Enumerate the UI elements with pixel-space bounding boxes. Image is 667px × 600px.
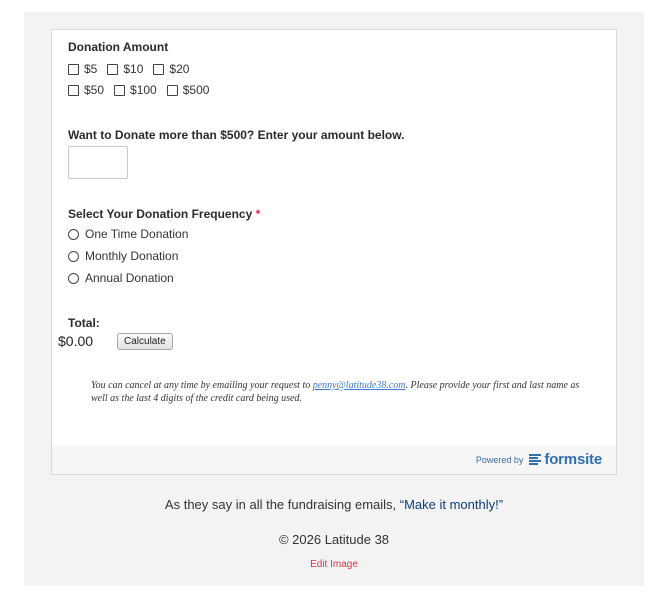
calculate-button[interactable]: Calculate — [117, 333, 173, 350]
radio-annual[interactable] — [68, 271, 174, 285]
radio-label: Monthly Donation — [85, 249, 179, 263]
donation-amount-row-2 — [68, 83, 219, 97]
radio-one-time[interactable] — [68, 227, 188, 241]
tagline-text: As they say in all the fundraising emails, — [164, 497, 400, 512]
powered-by-formsite[interactable] — [476, 451, 602, 468]
radio-circle[interactable] — [68, 229, 79, 240]
tagline — [24, 497, 644, 512]
checkbox-box[interactable] — [68, 64, 79, 75]
checkbox-label: $5 — [84, 62, 98, 76]
cancellation-note — [91, 379, 581, 405]
donation-form — [51, 29, 617, 475]
checkbox-box[interactable] — [167, 85, 178, 96]
checkbox-10[interactable] — [107, 62, 143, 76]
radio-monthly[interactable] — [68, 249, 178, 263]
frequency-label — [68, 207, 260, 221]
page-container — [24, 12, 644, 586]
checkbox-label: $100 — [130, 83, 157, 97]
checkbox-label: $50 — [84, 83, 105, 97]
frequency-label-text: Select Your Donation Frequency — [68, 207, 253, 221]
checkbox-box[interactable] — [107, 64, 118, 75]
email-link[interactable]: penny@latitude38.com — [312, 380, 406, 391]
copyright: © 2026 Latitude 38 — [278, 532, 390, 547]
checkbox-50[interactable] — [68, 83, 104, 97]
donation-amount-label: Donation Amount — [68, 40, 169, 54]
radio-circle[interactable] — [68, 273, 79, 284]
checkbox-box[interactable] — [153, 64, 164, 75]
total-label: Total: — [68, 316, 100, 330]
custom-amount-label: Want to Donate more than $500? Enter your amount below. — [68, 128, 405, 142]
edit-image-link[interactable]: Edit Image — [310, 559, 358, 570]
formsite-logo-icon — [529, 454, 541, 465]
note-text-before: You can cancel at any time by emailing your request to — [91, 380, 313, 391]
checkbox-20[interactable] — [153, 62, 189, 76]
radio-label: One Time Donation — [85, 227, 189, 241]
radio-circle[interactable] — [68, 251, 79, 262]
form-footer — [52, 445, 616, 474]
checkbox-label: $20 — [169, 62, 190, 76]
powered-by-text: Powered by — [475, 454, 524, 465]
checkbox-100[interactable] — [114, 83, 157, 97]
formsite-brand: formsite — [544, 451, 602, 468]
checkbox-5[interactable] — [68, 62, 97, 76]
checkbox-label: $10 — [123, 62, 144, 76]
checkbox-box[interactable] — [114, 85, 125, 96]
total-value: $0.00 — [58, 333, 94, 349]
custom-amount-input[interactable] — [68, 146, 128, 179]
tagline-quote: “Make it monthly!” — [399, 497, 504, 512]
radio-label: Annual Donation — [85, 271, 174, 285]
note-text-after: . Please provide your first and last name as well as the last 4 digits of the credit card being used. — [91, 380, 580, 404]
checkbox-label: $500 — [182, 83, 210, 97]
donation-amount-row-1 — [68, 62, 199, 76]
checkbox-500[interactable] — [167, 83, 210, 97]
required-mark: * — [255, 207, 261, 221]
checkbox-box[interactable] — [68, 85, 79, 96]
